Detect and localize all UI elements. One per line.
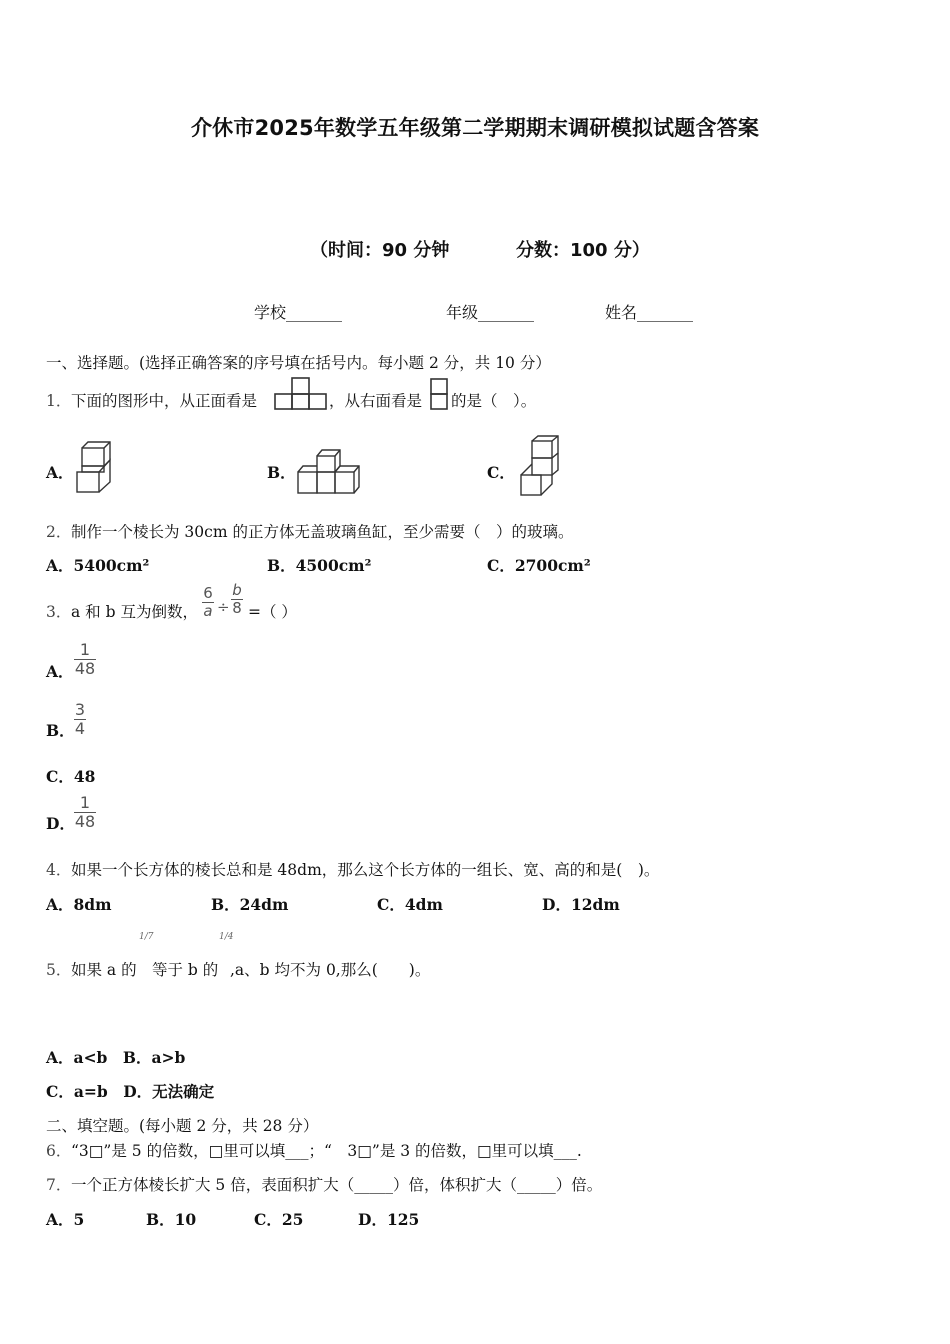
q5-number: 5． [46,961,72,979]
q4-option-d[interactable]: D．12dm [542,895,620,914]
q4-option-c[interactable]: C．4dm [377,895,443,914]
page-title: 介休市2025年数学五年级第二学期期末调研模拟试题含答案 [190,116,760,140]
q1-number: 1． [46,392,72,410]
q4-option-a[interactable]: A．8dm [46,895,112,914]
q3-number: 3． [46,603,72,621]
q1-cube-figure-a [74,438,116,496]
q5-options-row-1[interactable]: A．a<b B．a>b [46,1048,186,1067]
q7-option-b[interactable]: B．10 [146,1210,197,1229]
right-view-icon [429,377,449,411]
q1-text-b: ，从右面看是 [329,392,423,410]
q1-text-a: 下面的图形中，从正面看是 [71,392,258,410]
section-1-heading: 一、选择题。(选择正确答案的序号填在括号内。每小题 2 分，共 10 分） [46,354,551,372]
q4-option-b[interactable]: B．24dm [211,895,289,914]
section-2-heading: 二、填空题。(每小题 2 分，共 28 分） [46,1117,319,1135]
q1-option-b[interactable]: B． [267,463,296,482]
q5-fraction-1-4: 1/4 [219,932,234,942]
q1-option-a[interactable]: A． [46,463,74,482]
name-field: 姓名_______ [605,303,694,322]
q5-text-a: 如果 a 的 [71,961,137,979]
school-field: 学校_______ [254,303,343,322]
q5-fraction-1-7: 1/7 [139,932,154,942]
q6-text: “3□”是 5 的倍数，□里可以填___；“ 3□”是 3 的倍数，□里可以填___. [71,1142,582,1160]
q1-cube-figure-c [518,434,562,498]
q3-option-a[interactable]: A． [46,662,74,681]
q1-option-c[interactable]: C． [487,463,515,482]
score-label: 分数：100 分） [516,240,650,261]
q3-fraction-b-over-8: b 8 [232,581,242,617]
q6-number: 6． [46,1142,72,1160]
q3-option-d[interactable]: D． [46,814,75,833]
q2-number: 2． [46,523,72,541]
q1-text-c: 的是（ ）。 [451,392,537,410]
q3-fraction-6-over-a: 6 a [203,584,213,620]
q5-options-row-2[interactable]: C．a=b D．无法确定 [46,1082,215,1101]
q2-text: 制作一个棱长为 30cm 的正方体无盖玻璃鱼缸，至少需要（ ）的玻璃。 [71,523,574,541]
q3-option-b[interactable]: B． [46,721,75,740]
q1-cube-figure-b [296,446,364,496]
q2-option-a[interactable]: A．5400cm² [46,556,150,575]
q2-option-c[interactable]: C．2700cm² [487,556,591,575]
q7-text: 一个正方体棱长扩大 5 倍，表面积扩大（_____）倍，体积扩大（_____）倍。 [71,1176,603,1194]
q2-option-b[interactable]: B．4500cm² [267,556,372,575]
q3-option-a-fraction: 1 48 [74,640,96,678]
q7-option-a[interactable]: A．5 [46,1210,85,1229]
q3-expression-tail: =（ ） [248,603,297,621]
q7-number: 7． [46,1176,72,1194]
grade-field: 年级_______ [446,303,535,322]
q4-number: 4． [46,861,72,879]
q7-option-d[interactable]: D．125 [358,1210,420,1229]
time-label: （时间：90 分钟 [310,240,450,261]
front-view-icon [273,376,327,410]
q4-text: 如果一个长方体的棱长总和是 48dm，那么这个长方体的一组长、宽、高的和是( )。 [71,861,660,879]
q3-option-c[interactable]: C．48 [46,767,96,786]
q5-text-c: ,a、b 均不为 0,那么( )。 [230,961,431,979]
q3-divide-sign: ÷ [217,598,230,616]
q3-text: a 和 b 互为倒数， [71,603,198,621]
q3-option-d-fraction: 1 48 [74,793,96,831]
q7-option-c[interactable]: C．25 [254,1210,304,1229]
q5-text-b: 等于 b 的 [152,961,219,979]
q3-option-b-fraction: 3 4 [74,700,86,738]
